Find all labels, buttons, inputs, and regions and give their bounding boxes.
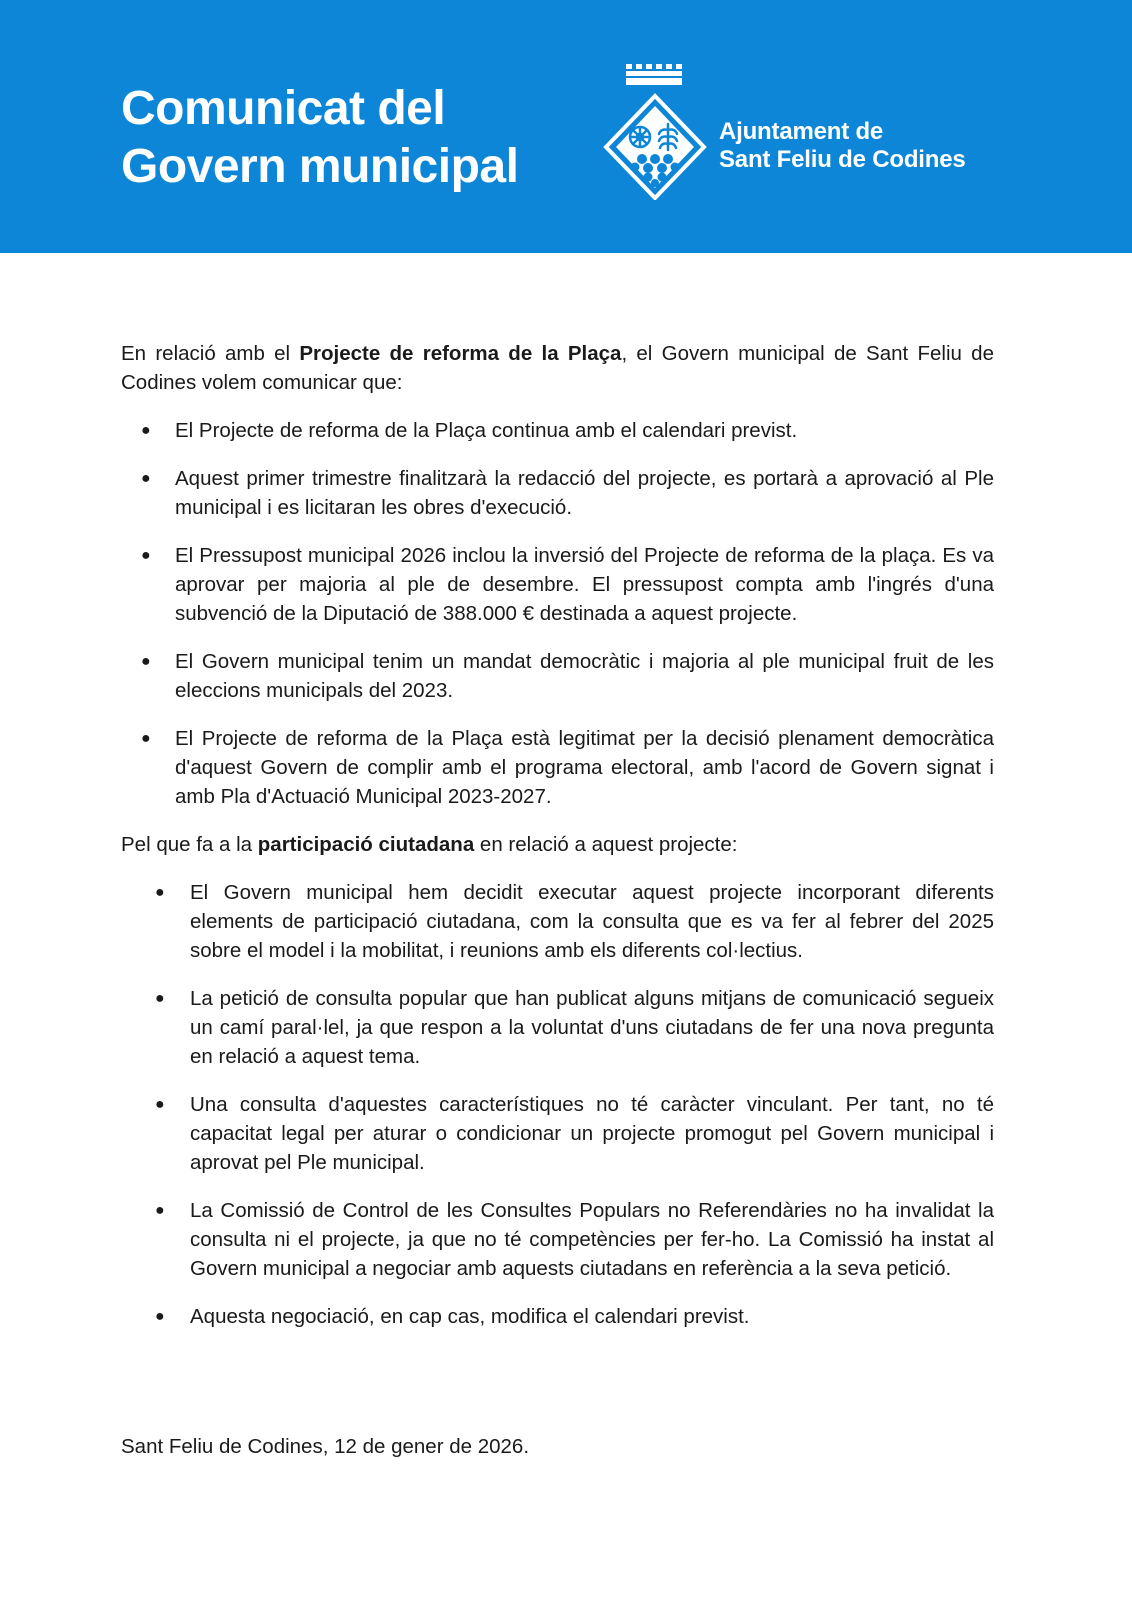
bullet-icon: ●	[141, 653, 151, 670]
list-item-text: Una consulta d'aquestes característiques no té caràcter vinculant. Per tant, no té capacitat legal per aturar o condicionar un projecte promogut pel Govern municipal i aprovat pel Ple municipal.	[190, 1093, 994, 1174]
organization-name	[719, 118, 966, 174]
document-body	[121, 339, 994, 1350]
list-item-text: El Govern municipal tenim un mandat democràtic i majoria al ple municipal fruit de les eleccions municipals del 2023.	[175, 650, 994, 702]
list-item	[121, 1302, 994, 1331]
list-item-text: El Pressupost municipal 2026 inclou la inversió del Projecte de reforma de la plaça. Es va aprovar per majoria al ple de desembre. El pressupost compta amb l'ingrés d'una subvenció de la Diputació de 388.000 € destinada a aquest projecte.	[175, 544, 994, 625]
title-line-1: Comunicat del	[121, 82, 446, 135]
section2-text-before: Pel que fa a la	[121, 833, 258, 856]
participation-points-list	[121, 878, 994, 1331]
list-item	[121, 541, 994, 628]
page-title	[121, 80, 518, 196]
project-points-list	[121, 416, 994, 811]
intro-paragraph	[121, 339, 994, 397]
list-item	[121, 1196, 994, 1283]
header-banner	[0, 0, 1132, 253]
list-item-text: Aquest primer trimestre finalitzarà la redacció del projecte, es portarà a aprovació al Ple municipal i es licitaran les obres d'execució.	[175, 467, 994, 519]
bullet-icon: ●	[141, 470, 151, 487]
list-item	[121, 416, 994, 445]
list-item-text: La Comissió de Control de les Consultes Populars no Referendàries no ha invalidat la consulta ni el projecte, ja que no té competències per fer-ho. La Comissió ha instat al Govern municipal a negociar amb aquests ciutadans en referència a la seva petició.	[190, 1199, 994, 1280]
list-item-text: El Projecte de reforma de la Plaça està legitimat per la decisió plenament democràtica d'aquest Govern de complir amb el programa electoral, amb l'acord de Govern signat i amb Pla d'Actuació Municipal 2023-2027.	[175, 727, 994, 808]
bullet-icon: ●	[155, 990, 165, 1007]
org-line-1: Ajuntament de	[719, 118, 884, 145]
list-item-text: El Govern municipal hem decidit executar aquest projecte incorporant diferents elements de participació ciutadana, com la consulta que es va fer al febrer del 2025 sobre el model i la mobilitat, i reunions amb els diferents col·lectius.	[190, 881, 994, 962]
list-item-text: La petició de consulta popular que han publicat alguns mitjans de comunicació segueix un camí paral·lel, ja que respon a la voluntat d'uns ciutadans de fer una nova pregunta en relació a aquest tema.	[190, 987, 994, 1068]
bullet-icon: ●	[155, 1096, 165, 1113]
bullet-icon: ●	[141, 547, 151, 564]
intro-bold-text: Projecte de reforma de la Plaça	[299, 342, 622, 365]
title-line-2: Govern municipal	[121, 140, 519, 193]
list-item	[121, 878, 994, 965]
list-item-text: El Projecte de reforma de la Plaça continua amb el calendari previst.	[175, 419, 798, 442]
signoff-date: Sant Feliu de Codines, 12 de gener de 2026.	[121, 1435, 530, 1458]
list-item-text: Aquesta negociació, en cap cas, modifica el calendari previst.	[190, 1305, 750, 1328]
bullet-icon: ●	[141, 422, 151, 439]
list-item	[121, 1090, 994, 1177]
bullet-icon: ●	[155, 884, 165, 901]
list-item	[121, 464, 994, 522]
section2-text-after: en relació a aquest projecte:	[474, 833, 738, 856]
section2-bold-text: participació ciutadana	[257, 833, 475, 856]
bullet-icon: ●	[155, 1202, 165, 1219]
list-item	[121, 724, 994, 811]
org-line-2: Sant Feliu de Codines	[719, 146, 966, 173]
bullet-icon: ●	[141, 730, 151, 747]
municipal-crest-icon	[600, 60, 710, 200]
intro-text-after: , el Govern municipal de Sant Feliu de Codines volem comunicar que:	[121, 342, 994, 394]
intro-text-before: En relació amb el	[121, 342, 300, 365]
list-item	[121, 647, 994, 705]
participation-paragraph	[121, 830, 994, 859]
list-item	[121, 984, 994, 1071]
bullet-icon: ●	[155, 1308, 165, 1325]
